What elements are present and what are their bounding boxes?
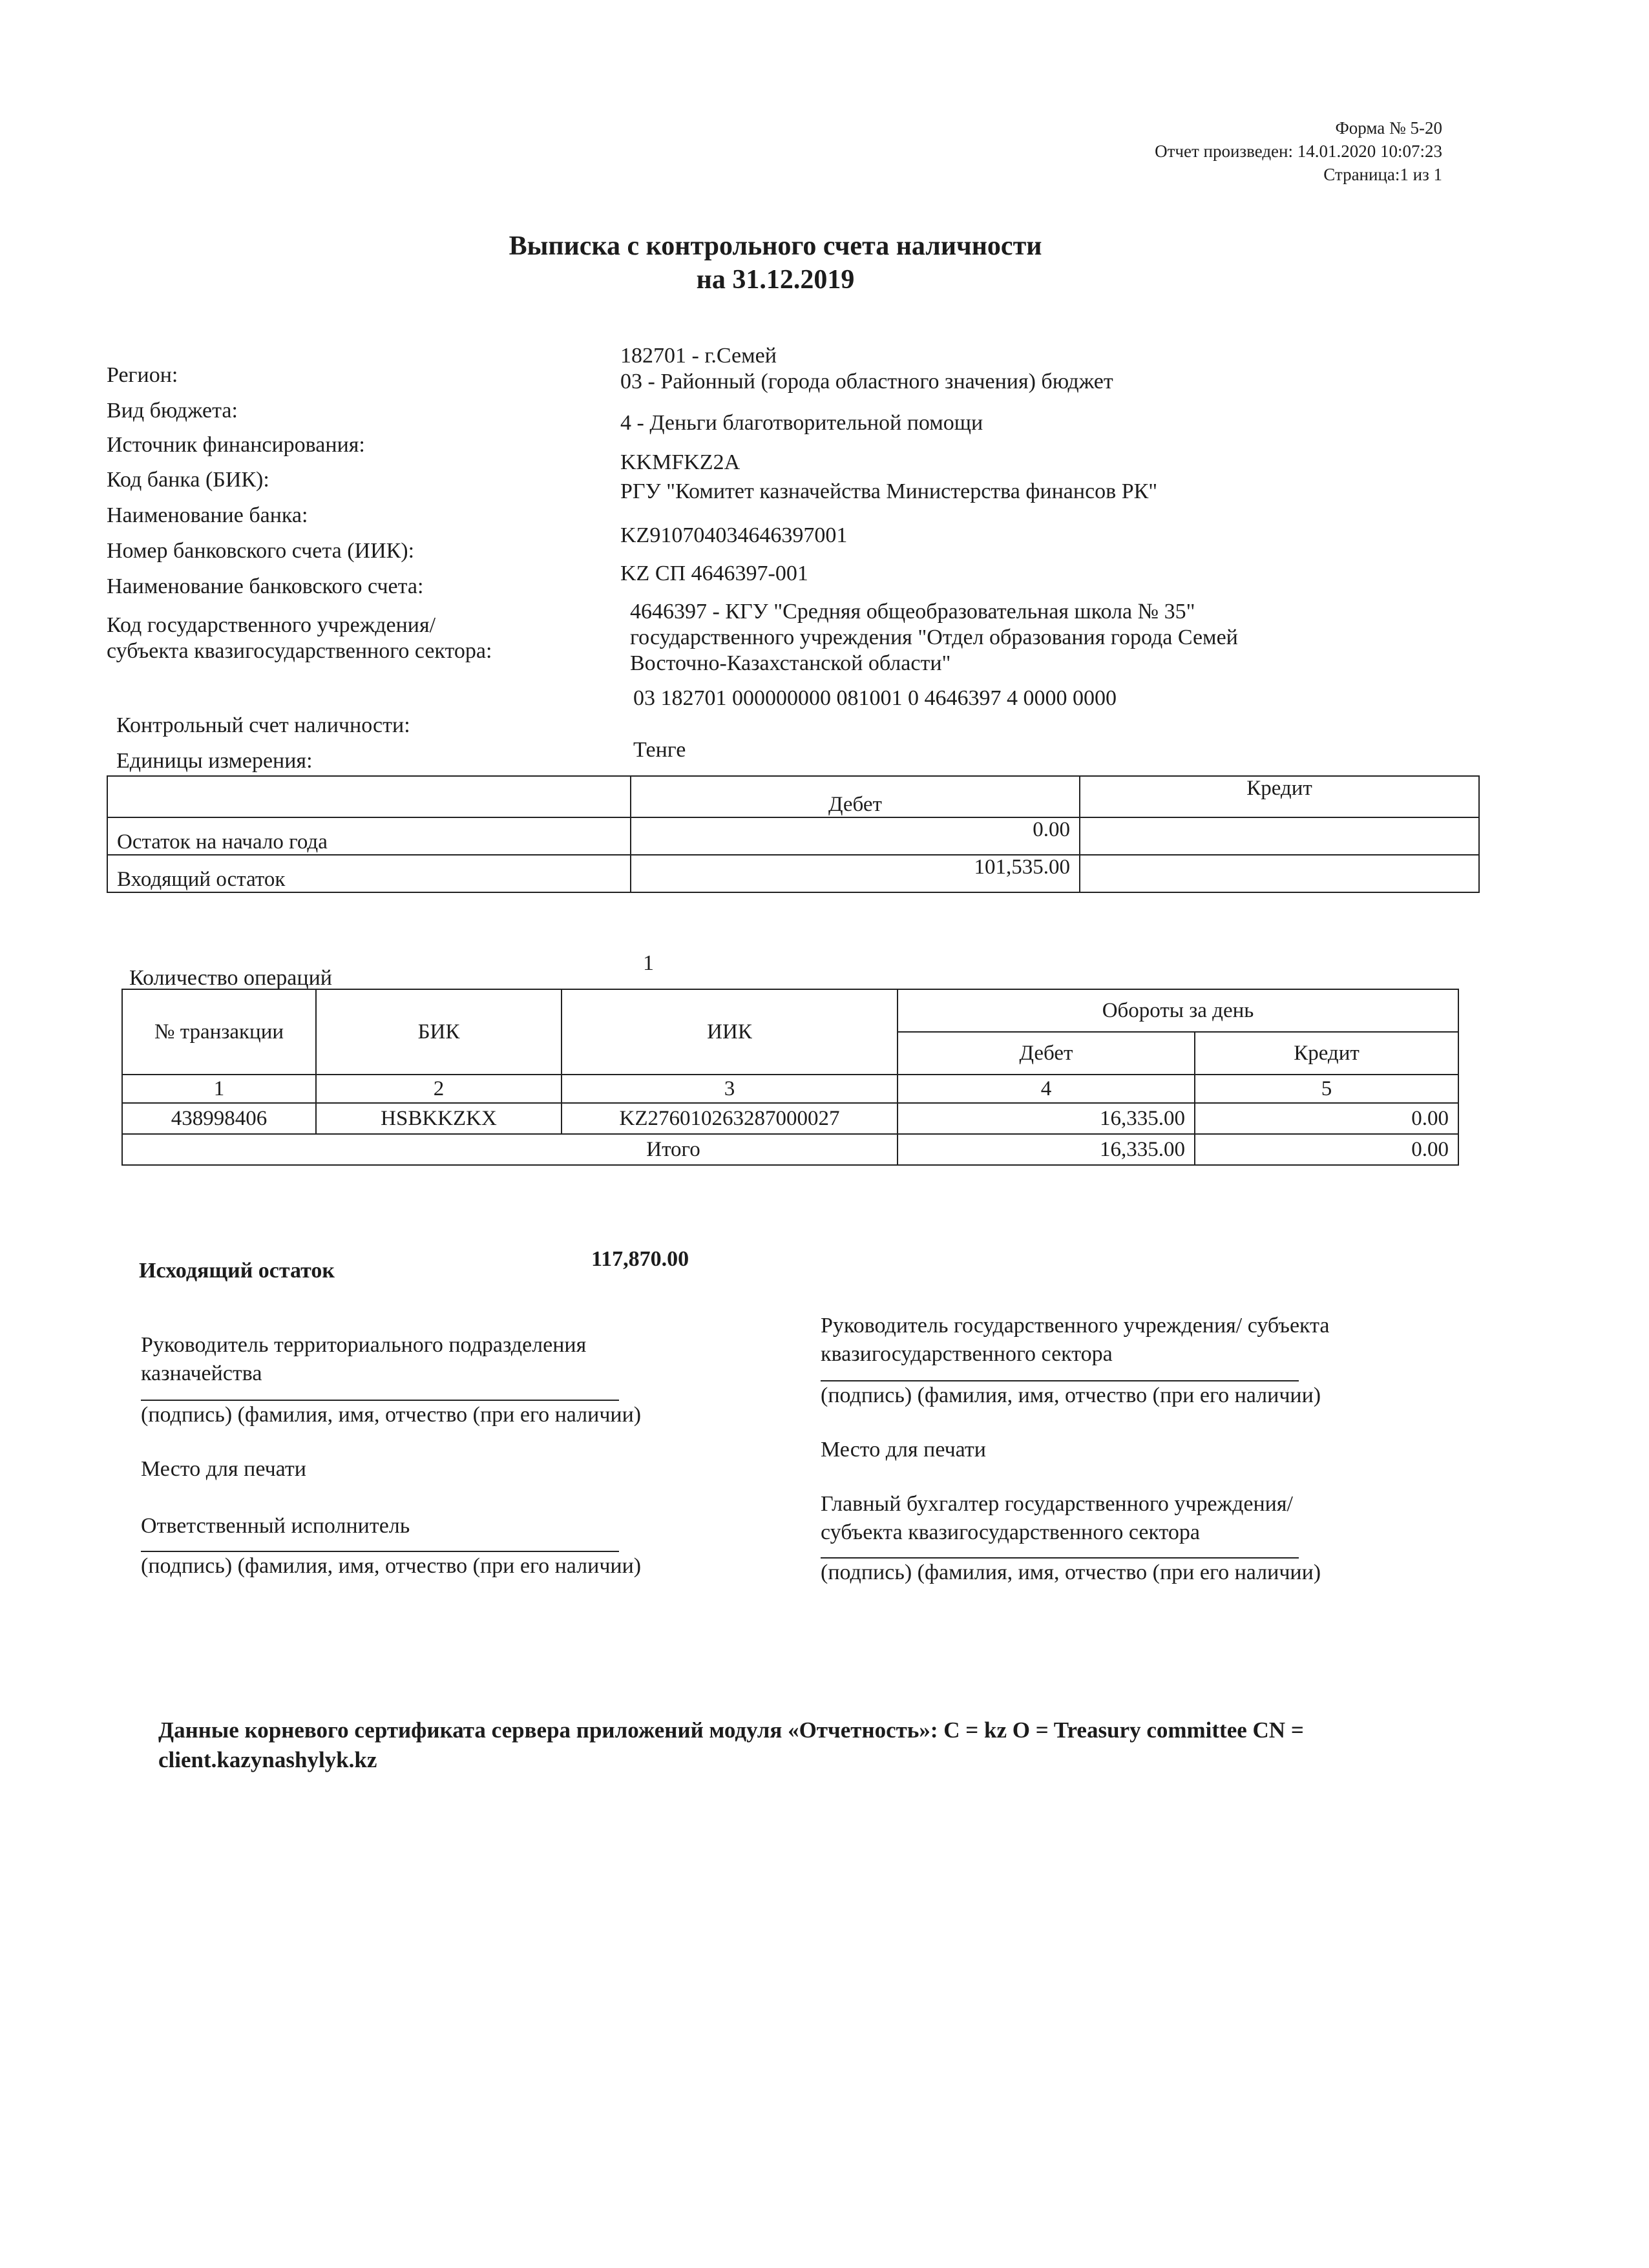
balance-row-label: Остаток на начало года <box>107 817 631 855</box>
balance-header-row <box>107 776 1479 817</box>
balance-row-debit: 0.00 <box>631 817 1080 855</box>
bank-code-value: KKMFKZ2A <box>620 450 740 474</box>
tx-header-credit: Кредит <box>1195 1032 1458 1075</box>
stamp-place: Место для печати <box>821 1438 986 1462</box>
bank-account-value: KZ910704034646397001 <box>620 523 848 547</box>
balance-row <box>107 817 1479 855</box>
tx-total-debit: 16,335.00 <box>898 1134 1195 1165</box>
transactions-table <box>121 989 1459 1166</box>
tx-column-numbers <box>122 1075 1458 1103</box>
institution-value-line-3: Восточно-Казахстанской области" <box>630 651 951 675</box>
responsible-executor: Ответственный исполнитель <box>141 1514 410 1538</box>
account-name-label: Наименование банковского счета: <box>107 574 424 598</box>
territorial-head-line-1: Руководитель территориального подразделения <box>141 1333 587 1357</box>
tx-header-iik: ИИК <box>562 989 898 1075</box>
page-number: Страница:1 из 1 <box>1323 165 1442 184</box>
institution-label-line-1: Код государственного учреждения/ <box>107 613 436 637</box>
closing-balance-value: 117,870.00 <box>591 1247 689 1271</box>
tx-total-credit: 0.00 <box>1195 1134 1458 1165</box>
region-label: Регион: <box>107 363 178 387</box>
tx-col-number: 5 <box>1195 1075 1458 1103</box>
tx-cell-txn: 438998406 <box>122 1103 316 1134</box>
account-name-value: KZ СП 4646397-001 <box>620 562 808 585</box>
bank-name-label: Наименование банка: <box>107 503 308 527</box>
bank-name-value: РГУ "Комитет казначейства Министерства финансов РК" <box>620 479 1158 503</box>
tx-cell-iik: KZ276010263287000027 <box>562 1103 898 1134</box>
tx-header-bik: БИК <box>316 989 562 1075</box>
region-value: 182701 - г.Семей <box>620 344 777 368</box>
institution-head-line-2: квазигосударственного сектора <box>821 1342 1113 1366</box>
tx-total-label: Итого <box>122 1134 898 1165</box>
signature-caption: (подпись) (фамилия, имя, отчество (при его наличии) <box>821 1560 1321 1584</box>
tx-cell-bik: HSBKKZKX <box>316 1103 562 1134</box>
balance-header-blank <box>107 776 631 817</box>
stamp-place: Место для печати <box>141 1457 306 1481</box>
closing-balance-label: Исходящий остаток <box>139 1259 335 1283</box>
institution-head-line-1: Руководитель государственного учреждения/ субъекта <box>821 1314 1330 1338</box>
funding-source-value: 4 - Деньги благотворительной помощи <box>620 411 983 435</box>
control-account-value: 03 182701 000000000 081001 0 4646397 4 0000 0000 <box>633 686 1117 710</box>
right-signature-block <box>821 1312 1329 1587</box>
balance-row-label: Входящий остаток <box>107 855 631 892</box>
balance-table <box>107 775 1480 893</box>
balance-row-credit <box>1080 855 1479 892</box>
tx-header-row-1 <box>122 989 1458 1032</box>
form-number: Форма № 5-20 <box>1335 118 1442 138</box>
generated-timestamp: Отчет произведен: 14.01.2020 10:07:23 <box>1155 142 1442 161</box>
title-line-1: Выписка с контрольного счета наличности <box>509 231 1042 261</box>
signature-caption: (подпись) (фамилия, имя, отчество (при его наличии) <box>821 1383 1321 1407</box>
document-title <box>0 229 1551 297</box>
signature-caption: (подпись) (фамилия, имя, отчество (при его наличии) <box>141 1403 642 1427</box>
bank-code-label: Код банка (БИК): <box>107 468 269 492</box>
tx-col-number: 1 <box>122 1075 316 1103</box>
institution-value <box>630 599 1238 677</box>
signature-caption: (подпись) (фамилия, имя, отчество (при его наличии) <box>141 1554 642 1578</box>
title-line-2: на 31.12.2019 <box>696 265 855 295</box>
balance-row-debit: 101,535.00 <box>631 855 1080 892</box>
tx-header-turnover: Обороты за день <box>898 989 1458 1032</box>
units-value: Тенге <box>633 738 686 762</box>
units-label: Единицы измерения: <box>116 749 313 773</box>
balance-credit-header: Кредит <box>1080 776 1479 817</box>
institution-value-line-2: государственного учреждения "Отдел образования города Семей <box>630 625 1238 649</box>
institution-label-line-2: субъекта квазигосударственного сектора: <box>107 639 492 663</box>
certificate-info: Данные корневого сертификата сервера приложений модуля «Отчетность»: C = kz O = Treasury committee CN = client.kazynashylyk.kz <box>158 1717 1304 1772</box>
tx-cell-debit: 16,335.00 <box>898 1103 1195 1134</box>
operations-count-label: Количество операций <box>129 966 332 990</box>
budget-type-label: Вид бюджета: <box>107 399 238 423</box>
chief-accountant-line-2: субъекта квазигосударственного сектора <box>821 1520 1200 1544</box>
budget-type-value: 03 - Районный (города областного значения) бюджет <box>620 370 1113 394</box>
operations-count-value: 1 <box>643 951 654 975</box>
tx-col-number: 3 <box>562 1075 898 1103</box>
tx-col-number: 2 <box>316 1075 562 1103</box>
left-signature-block <box>141 1331 641 1580</box>
tx-header-debit: Дебет <box>898 1032 1195 1075</box>
tx-cell-credit: 0.00 <box>1195 1103 1458 1134</box>
balance-row-credit <box>1080 817 1479 855</box>
territorial-head-line-2: казначейства <box>141 1361 262 1385</box>
institution-label <box>107 613 492 664</box>
balance-debit-header: Дебет <box>631 776 1080 817</box>
bank-account-label: Номер банковского счета (ИИК): <box>107 539 415 563</box>
institution-value-line-1: 4646397 - КГУ "Средняя общеобразовательная школа № 35" <box>630 600 1195 624</box>
report-meta <box>1155 116 1442 186</box>
tx-total-row <box>122 1134 1458 1165</box>
tx-header-txn: № транзакции <box>122 989 316 1075</box>
control-account-label: Контрольный счет наличности: <box>116 713 410 737</box>
table-row <box>122 1103 1458 1134</box>
chief-accountant-line-1: Главный бухгалтер государственного учреждения/ <box>821 1492 1293 1516</box>
tx-col-number: 4 <box>898 1075 1195 1103</box>
funding-source-label: Источник финансирования: <box>107 433 365 457</box>
balance-row <box>107 855 1479 892</box>
